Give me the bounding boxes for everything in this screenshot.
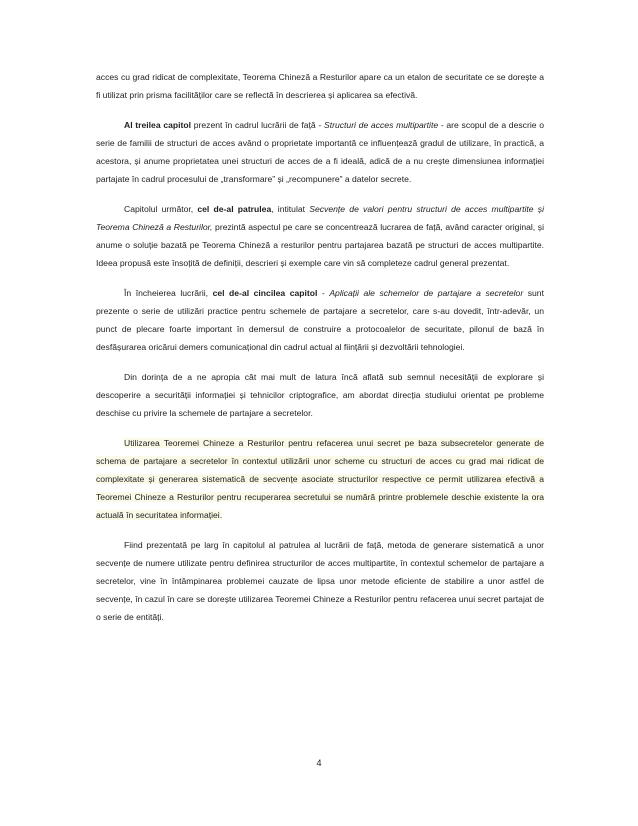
text-run: , intitulat xyxy=(271,204,310,214)
paragraph-2 xyxy=(96,116,544,188)
text-run: Fiind prezentată pe larg în capitolul al patrulea al lucrării de față, metoda de generare sistematică a unor secvențe de numere utilizate pentru definirea structurilor de acces multipartite, în contextul schemelor de partajare a secretelor, vine în întâmpinarea problemei cauzate de lipsa unor metode eficiente de stabilire a unor astfel de secvențe, în cazul în care se dorește utilizarea Teoremei Chineze a Resturilor pentru refacerea unui secret partajat de o serie de entități. xyxy=(96,540,544,622)
paragraph-6 xyxy=(96,434,544,524)
text-run: Din dorința de a ne apropia cât mai mult de latura încă aflată sub semnul necesității de explorare și descoperire a securității informației și tehnicilor criptografice, am abordat direcția studiului orientat pe probleme deschise cu privire la schemele de partajare a secretelor. xyxy=(96,372,544,418)
text-run: acces cu grad ridicat de complexitate, Teorema Chineză a Resturilor apare ca un etalon de securitate ce se dorește a fi utilizat prin prisma facilităților care se reflectă în descrierea și aplicarea sa efectivă. xyxy=(96,72,544,100)
bold-text: cel de-al cincilea capitol xyxy=(212,288,318,298)
paragraph-5 xyxy=(96,368,544,422)
text-run: prezent în cadrul lucrării de față - xyxy=(191,120,324,130)
text-run: Capitolul următor, xyxy=(124,204,198,214)
document-body xyxy=(96,68,544,638)
text-run: - xyxy=(317,288,330,298)
paragraph-4 xyxy=(96,284,544,356)
italic-text: Aplicații ale schemelor de partajare a secretelor xyxy=(329,288,524,298)
bold-text: cel de-al patrulea xyxy=(197,204,272,214)
text-run: În încheierea lucrării, xyxy=(124,288,213,298)
bold-text: Al treilea capitol xyxy=(124,120,192,130)
text-run: sunt prezente o serie de utilizări practice pentru schemele de partajare a secretelor, care s-au dovedit, într-adevăr, un punct de plecare foarte important în demersul de construire a protocoalelor de securitate, pilonul de bază în desfășurarea oricărui demers comunicațional din cadrul actual al ființării și dezvoltării tehnologiei. xyxy=(96,288,544,352)
paragraph-1 xyxy=(96,68,544,104)
paragraph-3 xyxy=(96,200,544,272)
paragraph-7 xyxy=(96,536,544,626)
italic-text: Secvențe de valori pentru structuri de acces multipartite și Teorema Chineză a Resturilor, xyxy=(96,204,544,232)
page-number: 4 xyxy=(316,758,322,768)
text-run: prezintă aspectul pe care se concentrează lucrarea de față, având caracter original, și anume o soluție bazată pe Teorema Chineză a resturilor pentru partajarea bazată pe structuri de acces multipartite. Ideea propusă este însoțită de definiții, descrieri și exemple care vin să completeze cadrul general prezentat. xyxy=(96,222,544,268)
italic-text: Structuri de acces multipartite xyxy=(323,120,439,130)
highlighted-text xyxy=(96,438,544,520)
text-run: Utilizarea Teoremei Chineze a Resturilor pentru refacerea unui secret pe baza subsecretelor generate de schema de partajare a secretelor în contextul utilizării unor scheme cu structuri de acces cu grad mai ridicat de complexitate și generarea sistematică de secvențe asociate structurilor respective ce permit utilizarea efectivă a Teoremei Chineze a Resturilor pentru recuperarea secretului se numără printre problemele deschie existente la ora actuală în securitatea informației. xyxy=(96,438,544,520)
text-run: - are scopul de a descrie o serie de familii de structuri de acces având o proprietate importantă ce influențează gradul de utilizare, în practică, a acestora, și anume proprietatea unei structuri de acces de a fi ideală, adică de a nu crește dimensiunea informației partajate în cadrul procesului de „transformare” și „recompunere” a datelor secrete. xyxy=(96,120,544,184)
